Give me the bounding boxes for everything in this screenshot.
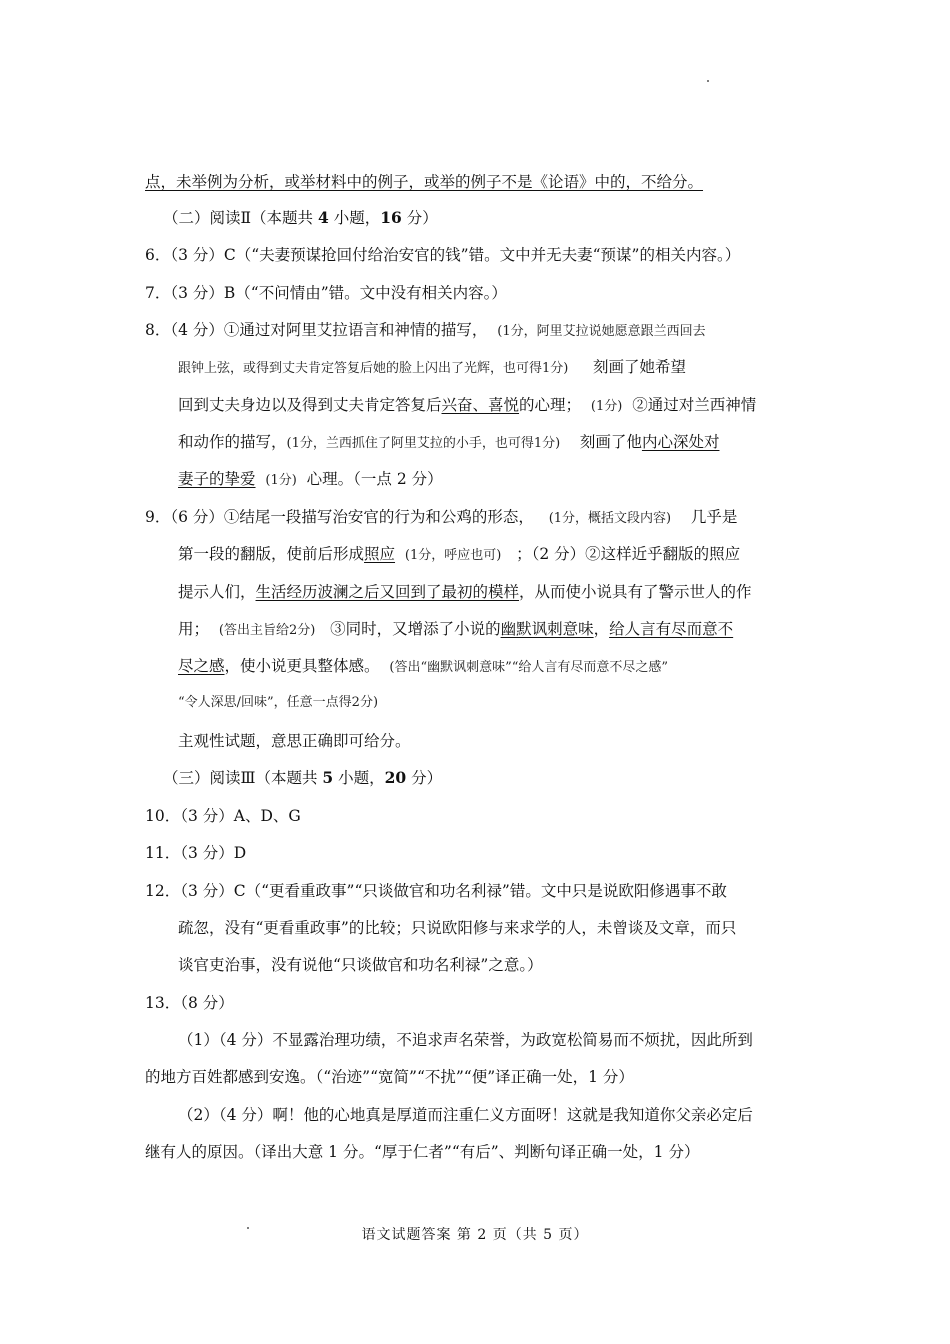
answer-q6: 6．（3 分）C（“夫妻预谋抢回付给治安官的钱”错。文中并无夫妻“预谋”的相关内容。） xyxy=(145,246,741,264)
answer-q13-part2: （2）（4 分）啊！他的心地真是厚道而注重仁义方面呀！这就是我知道你父亲必定后 xyxy=(178,1106,753,1124)
answer-q8-cont: 回到丈夫身边以及得到丈夫肯定答复后兴奋、喜悦的心理； (1分) ②通过对兰西神情 xyxy=(178,396,757,414)
answer-q12-cont: 疏忽，没有“更看重政事”的比较；只说欧阳修与来求学的人，未曾谈及文章，而只 xyxy=(178,919,737,937)
answer-q13-part1-cont: 的地方百姓都感到安逸。（“治迹”“宽简”“不扰”“便”译正确一处，1 分） xyxy=(145,1068,634,1086)
answer-q12: 12．（3 分）C（“更看重政事”“只谈做官和功名利禄”错。文中只是说欧阳修遇事不敢 xyxy=(145,882,727,900)
answer-q9-cont: 提示人们，生活经历波澜之后又回到了最初的模样，从而使小说具有了警示世人的作 xyxy=(178,583,752,601)
answer-q8-cont: 和动作的描写，(1分，兰西抓住了阿里艾拉的小手，也可得1分) 刻画了他内心深处对 xyxy=(178,433,720,451)
answer-q9-cont: 用； (答出主旨给2分) ③同时，又增添了小说的幽默讽刺意味，给人言有尽而意不 xyxy=(178,620,734,638)
answer-q13-part1: （1）（4 分）不显露治理功绩，不追求声名荣誉，为政宽松简易而不烦扰，因此所到 xyxy=(178,1031,753,1049)
section-heading: （二）阅读Ⅱ（本题共 4 小题，16 分） xyxy=(163,208,438,227)
answer-q11: 11．（3 分）D xyxy=(145,844,247,862)
answer-q13: 13．（8 分） xyxy=(145,994,234,1012)
section-heading: （三）阅读Ⅲ（本题共 5 小题，20 分） xyxy=(163,768,443,787)
answer-q8: 8．（4 分）①通过对阿里艾拉语言和神情的描写， (1分，阿里艾拉说她愿意跟兰西回去 xyxy=(145,321,706,339)
answer-line: 点，未举例为分析，或举材料中的例子，或举的例子不是《论语》中的，不给分。 xyxy=(145,173,704,191)
answer-q9-cont: 尽之感，使小说更具整体感。 (答出“幽默讽刺意味”“给人言有尽而意不尽之感” xyxy=(178,657,669,675)
grading-note: 主观性试题，意思正确即可给分。 xyxy=(178,732,411,750)
answer-q8-cont: 妻子的挚爱 (1分) 心理。（一点 2 分） xyxy=(178,470,443,488)
answer-q9-cont: “令人深思/回味”，任意一点得2分) xyxy=(178,695,379,710)
answer-q10: 10．（3 分）A、D、G xyxy=(145,807,301,825)
answer-q8-cont: 跟钟上弦，或得到丈夫肯定答复后她的脸上闪出了光辉，也可得1分) 刻画了她希望 xyxy=(178,358,686,376)
answer-q7: 7．（3 分）B（“不问情由”错。文中没有相关内容。） xyxy=(145,284,507,302)
page-footer: 语文试题答案 第 2 页（共 5 页） xyxy=(361,1227,589,1243)
answer-q9-cont: 第一段的翻版，使前后形成照应 (1分，呼应也可) ；（2 分）②这样近乎翻版的照应 xyxy=(178,545,741,563)
scan-dot xyxy=(707,80,709,82)
answer-q13-part2-cont: 继有人的原因。（译出大意 1 分。“厚于仁者”“有后”、判断句译正确一处，1 分） xyxy=(145,1143,700,1161)
answer-q9: 9．（6 分）①结尾一段描写治安官的行为和公鸡的形态， (1分，概括文段内容) 几乎是 xyxy=(145,508,738,526)
answer-q12-cont: 谈官吏治事，没有说他“只谈做官和功名利禄”之意。） xyxy=(178,956,543,974)
